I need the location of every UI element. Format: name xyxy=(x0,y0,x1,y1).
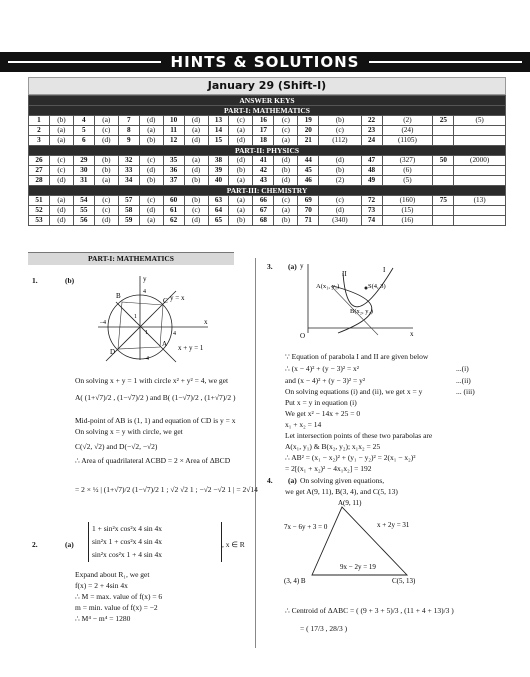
q3-line-2: ∴ (x − 4)² + (y − 3)² = x² xyxy=(285,364,360,373)
q2-line-4: m = min. value of f(x) = −2 xyxy=(75,603,158,612)
q4-number: 4. xyxy=(267,476,273,485)
question-number-cell: 32 xyxy=(118,156,139,166)
q2-answer: (a) xyxy=(65,540,74,549)
answer-cell: (a) xyxy=(229,196,253,206)
question-number-cell: 42 xyxy=(253,166,274,176)
answer-cell: (b) xyxy=(229,166,253,176)
fig1-n4-left: –4 xyxy=(100,320,106,326)
question-number-cell: 49 xyxy=(361,176,382,186)
page-title: HINTS & SOLUTIONS xyxy=(161,53,370,71)
fig4-A: A(9, 11) xyxy=(338,499,362,507)
answer-cell: (c) xyxy=(229,116,253,126)
answer-cell xyxy=(454,206,506,216)
fig3-x-label: x xyxy=(410,330,414,338)
question-number-cell: 28 xyxy=(29,176,50,186)
answer-cell: (c) xyxy=(139,156,163,166)
q1-line-7: = 2 × ½ | (1+√7)/2 (1−√7)/2 1 ; √2 √2 1 ; −√2 −√2 1 | = 2√14 xyxy=(75,485,258,494)
answer-cell: (1105) xyxy=(382,136,433,146)
answer-cell: (b) xyxy=(319,166,361,176)
answer-cell: (d) xyxy=(274,176,298,186)
q3-line-11: = 2[(x₁ + x₂)² − 4x₁x₂] = 192 xyxy=(285,464,372,473)
session-title: January 29 (Shift-I) xyxy=(28,77,506,95)
q3-line-7: x₁ + x₂ = 14 xyxy=(285,420,322,429)
answer-cell xyxy=(454,216,506,226)
fig1-C: C xyxy=(163,297,168,305)
question-number-cell: 71 xyxy=(298,216,319,226)
fig4-eq-BC: 9x − 2y = 19 xyxy=(340,563,376,571)
question-number-cell: 39 xyxy=(208,166,229,176)
q3-line-10: ∴ AB² = (x₁ − x₂)² + (y₁ − y₂)² = 2(x₁ − x₂)² xyxy=(285,453,416,462)
answer-cell: (b) xyxy=(139,176,163,186)
question-number-cell: 33 xyxy=(118,166,139,176)
q1-line-2: A( (1+√7)/2 , (1−√7)/2 ) and B( (1−√7)/2 , (1+√7)/2 ) xyxy=(75,393,236,402)
fig1-n4-right: 4 xyxy=(173,331,176,337)
question-number-cell: 72 xyxy=(361,196,382,206)
q2-line-3: ∴ M = max. value of f(x) = 6 xyxy=(75,592,163,601)
question-number-cell: 1 xyxy=(29,116,50,126)
answer-cell: (d) xyxy=(139,116,163,126)
answer-cell: (d) xyxy=(184,116,208,126)
answer-keys-table xyxy=(28,95,506,226)
q3-line-4: On solving equations (i) and (ii), we get x = y xyxy=(285,387,423,396)
answer-cell: (6) xyxy=(382,166,433,176)
question-number-cell: 66 xyxy=(253,196,274,206)
question-number-cell: 3 xyxy=(29,136,50,146)
fig4-eq-AC: x + 2y = 31 xyxy=(377,521,410,529)
answer-cell: (a) xyxy=(184,156,208,166)
answer-cell: (d) xyxy=(184,136,208,146)
answer-cell: (a) xyxy=(94,116,118,126)
q3-number: 3. xyxy=(267,262,273,271)
question-number-cell: 40 xyxy=(208,176,229,186)
fig1-line-label: x + y = 1 xyxy=(178,344,204,352)
question-number-cell: 22 xyxy=(361,116,382,126)
question-number-cell: 41 xyxy=(253,156,274,166)
answer-row xyxy=(29,216,506,226)
question-number-cell: 70 xyxy=(298,206,319,216)
fig1-n1-x: 1 xyxy=(145,330,148,336)
answer-cell: (d) xyxy=(49,216,73,226)
answer-cell: (c) xyxy=(274,116,298,126)
answer-section-title: PART-II: PHYSICS xyxy=(29,146,506,156)
fig1-D: D xyxy=(110,348,116,356)
q2-determinant xyxy=(88,522,222,562)
question-number-cell: 26 xyxy=(29,156,50,166)
answer-cell: (b) xyxy=(94,166,118,176)
answer-cell: (b) xyxy=(184,196,208,206)
answer-cell: (d) xyxy=(49,206,73,216)
question-number-cell: 60 xyxy=(163,196,184,206)
figure-parabolas xyxy=(298,258,418,340)
q1-answer: (b) xyxy=(65,276,75,285)
fig3-B: B(x₂, y₂) xyxy=(350,308,373,315)
question-number-cell xyxy=(433,126,454,136)
answer-cell: (13) xyxy=(454,196,506,206)
answer-cell: (a) xyxy=(49,126,73,136)
answer-section-title: PART-I: MATHEMATICS xyxy=(29,106,506,116)
column-divider xyxy=(255,258,256,648)
question-number-cell: 47 xyxy=(361,156,382,166)
answer-cell: (2) xyxy=(382,116,433,126)
answer-cell: (a) xyxy=(274,136,298,146)
question-number-cell: 59 xyxy=(118,216,139,226)
question-number-cell xyxy=(433,216,454,226)
question-number-cell: 14 xyxy=(208,126,229,136)
q2-line-5: ∴ M⁴ − m⁴ = 1280 xyxy=(75,614,131,623)
answer-section-heading xyxy=(29,106,506,116)
answer-section-title: PART-III: CHEMISTRY xyxy=(29,186,506,196)
question-number-cell: 18 xyxy=(253,136,274,146)
q4-answer: (a) xyxy=(288,476,297,485)
fig1-n1-y: 1 xyxy=(134,314,137,320)
answer-cell: (a) xyxy=(274,206,298,216)
section-heading: PART-I: MATHEMATICS xyxy=(28,252,234,265)
question-number-cell: 11 xyxy=(163,126,184,136)
answer-cell: (b) xyxy=(274,166,298,176)
header-banner xyxy=(0,52,530,72)
question-number-cell: 37 xyxy=(163,176,184,186)
question-number-cell: 16 xyxy=(253,116,274,126)
answer-cell: (c) xyxy=(139,196,163,206)
fig1-yx-label: y = x xyxy=(170,294,185,302)
question-number-cell: 27 xyxy=(29,166,50,176)
question-number-cell: 64 xyxy=(208,206,229,216)
question-number-cell xyxy=(433,166,454,176)
question-number-cell: 15 xyxy=(208,136,229,146)
answer-cell: (c) xyxy=(49,156,73,166)
question-number-cell: 10 xyxy=(163,116,184,126)
question-number-cell xyxy=(433,176,454,186)
question-number-cell: 51 xyxy=(29,196,50,206)
answer-cell: (d) xyxy=(139,206,163,216)
answer-cell: (a) xyxy=(139,126,163,136)
answer-cell: (d) xyxy=(184,216,208,226)
answer-row xyxy=(29,156,506,166)
fig3-I: I xyxy=(383,266,386,274)
question-number-cell: 30 xyxy=(73,166,94,176)
q3-eq-iii: ... (iii) xyxy=(456,387,475,396)
answer-cell: (b) xyxy=(139,136,163,146)
answer-cell: (a) xyxy=(49,136,73,146)
q2-det-row-2: sin²x 1 + cos²x 4 sin 4x xyxy=(92,537,162,546)
answer-cell: (b) xyxy=(94,156,118,166)
answer-cell: (c) xyxy=(94,126,118,136)
answer-cell: (5) xyxy=(382,176,433,186)
answer-cell: (340) xyxy=(319,216,361,226)
question-number-cell: 50 xyxy=(433,156,454,166)
answer-cell: (15) xyxy=(382,206,433,216)
q4-line-1: On solving given equations, xyxy=(300,476,385,485)
question-number-cell: 23 xyxy=(361,126,382,136)
answer-cell: (d) xyxy=(49,176,73,186)
q1-line-3: Mid-point of AB is (1, 1) and equation of CD is y = x xyxy=(75,416,236,425)
answer-row xyxy=(29,166,506,176)
answer-cell: (a) xyxy=(229,176,253,186)
answer-cell: (b) xyxy=(319,116,361,126)
q2-line-1: Expand about R₁, we get xyxy=(75,570,150,579)
figure-triangle xyxy=(282,497,442,585)
fig3-II: II xyxy=(342,270,347,278)
question-number-cell: 24 xyxy=(361,136,382,146)
fig1-A: A xyxy=(162,340,168,348)
answer-section-heading xyxy=(29,146,506,156)
question-number-cell: 35 xyxy=(163,156,184,166)
question-number-cell: 48 xyxy=(361,166,382,176)
question-number-cell: 20 xyxy=(298,126,319,136)
question-number-cell: 56 xyxy=(73,216,94,226)
question-number-cell: 45 xyxy=(298,166,319,176)
question-number-cell: 75 xyxy=(433,196,454,206)
question-number-cell: 62 xyxy=(163,216,184,226)
answer-row xyxy=(29,136,506,146)
answer-cell: (d) xyxy=(274,156,298,166)
question-number-cell: 31 xyxy=(73,176,94,186)
q4-line-4: = ( 17/3 , 28/3 ) xyxy=(300,624,348,633)
answer-cell: (16) xyxy=(382,216,433,226)
question-number-cell: 2 xyxy=(29,126,50,136)
question-number-cell: 46 xyxy=(298,176,319,186)
answer-cell: (a) xyxy=(139,216,163,226)
answer-section-heading xyxy=(29,186,506,196)
answer-row xyxy=(29,196,506,206)
question-number-cell: 69 xyxy=(298,196,319,206)
question-number-cell: 55 xyxy=(73,206,94,216)
question-number-cell: 13 xyxy=(208,116,229,126)
q4-line-2: we get A(9, 11), B(3, 4), and C(5, 13) xyxy=(285,487,398,496)
fig3-y-label: y xyxy=(300,262,304,270)
question-number-cell: 61 xyxy=(163,206,184,216)
question-number-cell: 36 xyxy=(163,166,184,176)
question-number-cell: 43 xyxy=(253,176,274,186)
answer-cell: (c) xyxy=(94,206,118,216)
answer-cell: (24) xyxy=(382,126,433,136)
fig1-B: B xyxy=(116,292,121,300)
q3-line-1: ∵ Equation of parabola I and II are given below xyxy=(285,352,429,361)
question-number-cell: 29 xyxy=(73,156,94,166)
question-number-cell xyxy=(433,136,454,146)
question-number-cell: 8 xyxy=(118,126,139,136)
question-number-cell: 25 xyxy=(433,116,454,126)
question-number-cell: 53 xyxy=(29,216,50,226)
answer-cell: (5) xyxy=(454,116,506,126)
question-number-cell: 68 xyxy=(253,216,274,226)
question-number-cell: 5 xyxy=(73,126,94,136)
answer-cell: (b) xyxy=(184,176,208,186)
answer-cell xyxy=(454,166,506,176)
question-number-cell: 67 xyxy=(253,206,274,216)
answer-cell: (a) xyxy=(229,206,253,216)
q1-line-4: On solving x = y with circle, we get xyxy=(75,427,183,436)
answer-cell xyxy=(454,126,506,136)
answer-cell: (c) xyxy=(184,206,208,216)
answer-cell: (d) xyxy=(184,166,208,176)
question-number-cell: 74 xyxy=(361,216,382,226)
q4-line-3: ∴ Centroid of ΔABC = ( (9 + 3 + 5)/3 , (11 + 4 + 13)/3 ) xyxy=(285,606,454,615)
answer-cell: (d) xyxy=(94,216,118,226)
answer-cell: (c) xyxy=(274,126,298,136)
answer-cell: (d) xyxy=(319,206,361,216)
question-number-cell: 54 xyxy=(73,196,94,206)
question-number-cell: 34 xyxy=(118,176,139,186)
q3-line-9: A(x₁, y₁) & B(x₂, y₂); x₁x₂ = 25 xyxy=(285,442,381,451)
answer-cell: (d) xyxy=(229,156,253,166)
question-number-cell: 65 xyxy=(208,216,229,226)
question-number-cell: 58 xyxy=(118,206,139,216)
answer-cell: (c) xyxy=(319,196,361,206)
question-number-cell: 73 xyxy=(361,206,382,216)
answer-cell: (d) xyxy=(94,136,118,146)
q2-number: 2. xyxy=(32,540,38,549)
question-number-cell: 4 xyxy=(73,116,94,126)
q3-line-6: We get x² − 14x + 25 = 0 xyxy=(285,409,361,418)
question-number-cell: 9 xyxy=(118,136,139,146)
answer-cell: (112) xyxy=(319,136,361,146)
question-number-cell: 6 xyxy=(73,136,94,146)
question-number-cell: 21 xyxy=(298,136,319,146)
answer-cell: (b) xyxy=(49,116,73,126)
answer-cell: (c) xyxy=(94,196,118,206)
answer-cell: (b) xyxy=(274,216,298,226)
figure-circle xyxy=(88,272,218,364)
fig1-x-label: x xyxy=(204,318,208,326)
q1-line-6: ∴ Area of quadrilateral ACBD = 2 × Area of ΔBCD xyxy=(75,456,231,465)
answer-cell xyxy=(454,176,506,186)
answer-cell: (2) xyxy=(319,176,361,186)
answer-cell: (327) xyxy=(382,156,433,166)
question-number-cell: 44 xyxy=(298,156,319,166)
fig1-n4-bottom: –4 xyxy=(143,356,149,362)
answer-cell: (c) xyxy=(274,196,298,206)
q2-det-row-1: 1 + sin²x cos²x 4 sin 4x xyxy=(92,524,162,533)
answer-cell: (c) xyxy=(49,166,73,176)
q1-number: 1. xyxy=(32,276,38,285)
q1-line-1: On solving x + y = 1 with circle x² + y² = 4, we get xyxy=(75,376,229,385)
answer-row xyxy=(29,126,506,136)
answer-cell: (c) xyxy=(319,126,361,136)
q3-eq-ii: ...(ii) xyxy=(456,376,471,385)
answer-cell: (a) xyxy=(229,126,253,136)
fig4-B: (3, 4) B xyxy=(284,577,306,585)
question-number-cell: 17 xyxy=(253,126,274,136)
answer-cell: (d) xyxy=(229,136,253,146)
answer-cell: (b) xyxy=(229,216,253,226)
fig4-eq-AB: 7x − 6y + 3 = 0 xyxy=(284,523,328,531)
question-number-cell: 63 xyxy=(208,196,229,206)
fig3-A: A(x₁, y₁) xyxy=(316,283,340,290)
fig3-S: S(4, 3) xyxy=(368,283,386,290)
answer-cell: (2000) xyxy=(454,156,506,166)
answer-cell: (d) xyxy=(319,156,361,166)
banner-title-wrap xyxy=(0,53,530,71)
answer-row xyxy=(29,176,506,186)
q1-line-5: C(√2, √2) and D(−√2, −√2) xyxy=(75,442,158,451)
question-number-cell: 7 xyxy=(118,116,139,126)
q3-line-3: and (x − 4)² + (y − 3)² = y² xyxy=(285,376,366,385)
question-number-cell: 19 xyxy=(298,116,319,126)
answer-keys-title: ANSWER KEYS xyxy=(29,96,506,106)
answer-cell: (a) xyxy=(94,176,118,186)
question-number-cell xyxy=(433,206,454,216)
answer-row xyxy=(29,206,506,216)
answer-cell: (160) xyxy=(382,196,433,206)
fig1-n4-top: 4 xyxy=(143,289,146,295)
q2-domain: , x ∈ R xyxy=(222,540,245,549)
fig3-O: O xyxy=(300,332,306,340)
question-number-cell: 52 xyxy=(29,206,50,216)
q3-answer: (a) xyxy=(288,262,297,271)
q2-line-2: f(x) = 2 + 4sin 4x xyxy=(75,581,128,590)
fig4-C: C(5, 13) xyxy=(392,577,416,585)
question-number-cell: 38 xyxy=(208,156,229,166)
q3-line-8: Let intersection points of these two parabolas are xyxy=(285,431,433,440)
question-number-cell: 57 xyxy=(118,196,139,206)
q2-det-row-3: sin²x cos²x 1 + 4 sin 4x xyxy=(92,550,162,559)
answer-row xyxy=(29,116,506,126)
answer-cell xyxy=(454,136,506,146)
answer-cell: (d) xyxy=(139,166,163,176)
question-number-cell: 12 xyxy=(163,136,184,146)
answer-cell: (a) xyxy=(49,196,73,206)
fig1-y-label: y xyxy=(143,275,147,283)
q3-eq-i: ...(i) xyxy=(456,364,469,373)
answer-cell: (a) xyxy=(184,126,208,136)
q3-line-5: Put x = y in equation (i) xyxy=(285,398,357,407)
